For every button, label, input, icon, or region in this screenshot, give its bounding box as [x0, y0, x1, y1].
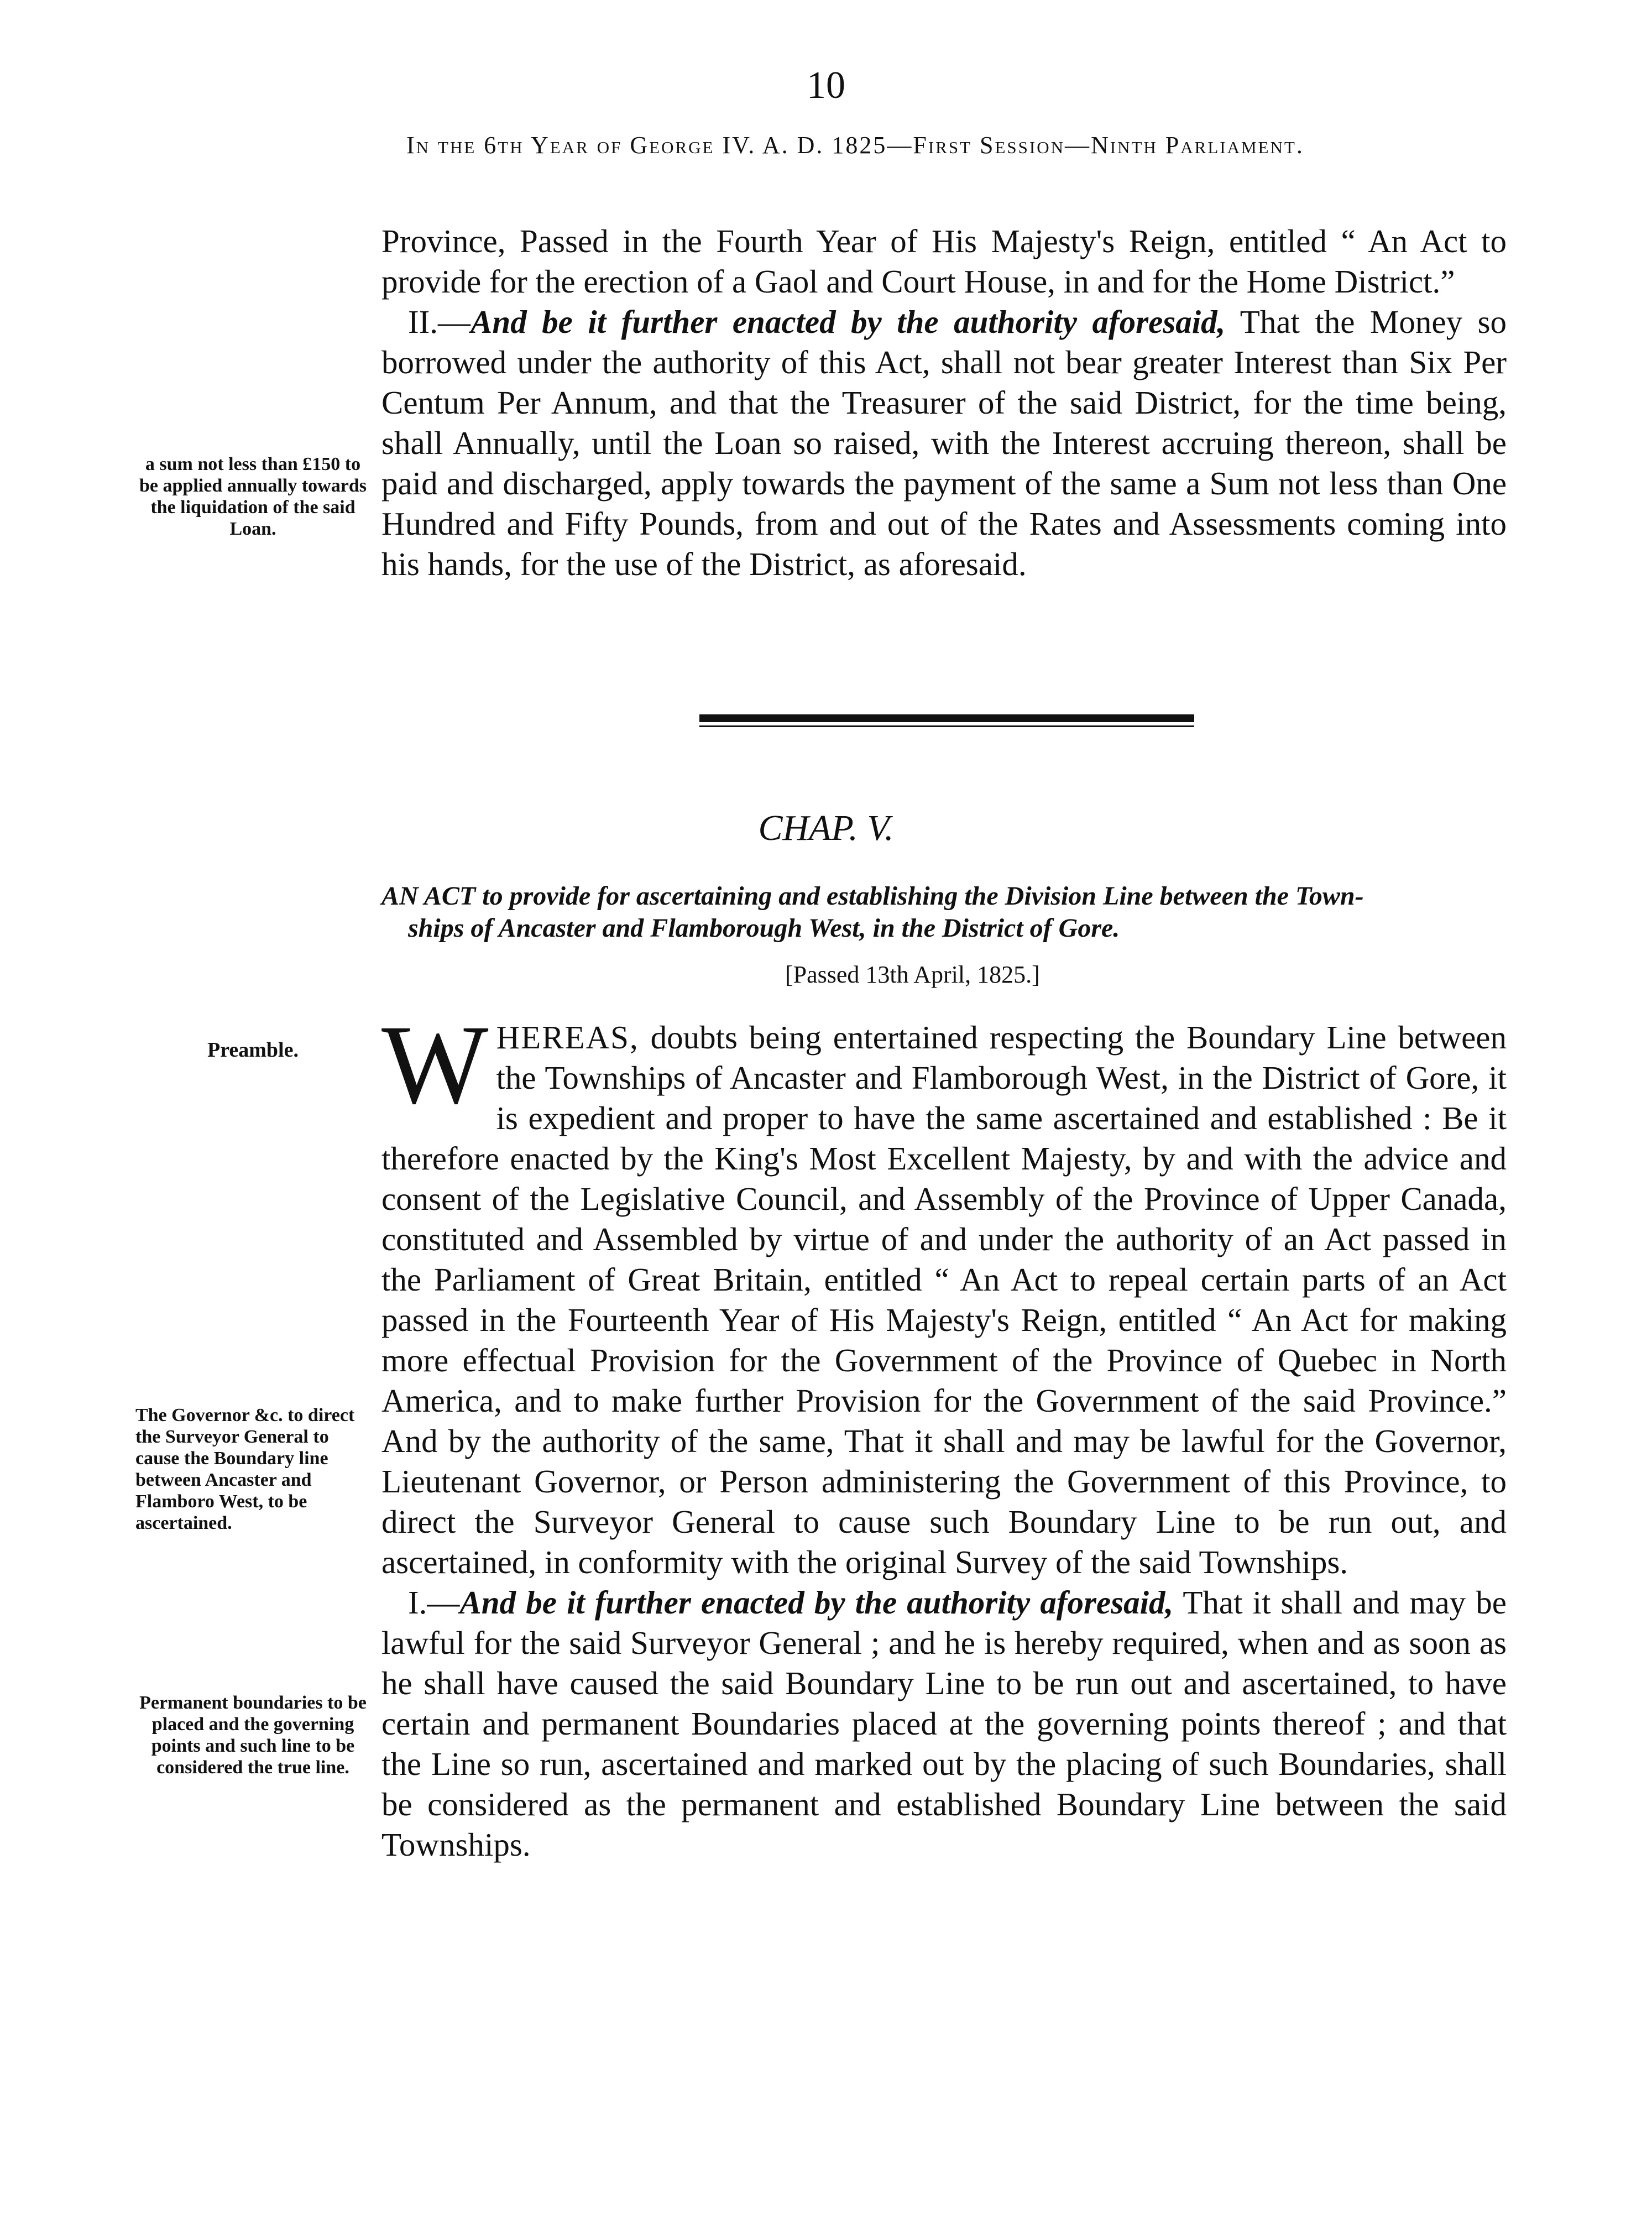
- section-ii-text: That the Money so borrowed under the authority of this Act, shall not bear greater Interest than Six Per Centum Per Annum, and that the Treasurer of the said District, for the time being, shall Annually, until the Loan so raised, with the Interest accruing thereon, shall be paid and discharged, apply towards the payment of the same a Sum not less than One Hundred and Fifty Pounds, from and out of the Rates and Assessments coming into his hands, for the use of the District, as aforesaid.: [381, 304, 1507, 582]
- running-head: In the 6th Year of George IV. A. D. 1825—First Session—Ninth Parliament.: [406, 132, 1304, 159]
- act-title: [381, 880, 1507, 944]
- act-title-line-2: ships of Ancaster and Flamborough West, in the District of Gore.: [408, 913, 1120, 943]
- passed-date: [Passed 13th April, 1825.]: [785, 961, 1040, 988]
- continued-text-block: [381, 221, 1507, 584]
- section-i-paragraph: [381, 1583, 1507, 1865]
- margin-label-preamble: Preamble.: [207, 1038, 299, 1062]
- drop-cap: W: [381, 1002, 489, 1127]
- section-ii-enacting-phrase: And be it further enacted by the authority aforesaid,: [470, 304, 1226, 340]
- preamble-first-word: HEREAS,: [496, 1019, 639, 1056]
- margin-note-loan: a sum not less than £150 to be applied annually towards the liquidation of the said Loan.: [139, 454, 367, 539]
- section-i-enacting-phrase: And be it further enacted by the authority aforesaid,: [459, 1584, 1174, 1621]
- page-number: 10: [807, 64, 845, 107]
- section-divider: [699, 714, 1194, 722]
- section-ii-lead: II.—: [408, 304, 471, 340]
- section-i-text: That it shall and may be lawful for the said Surveyor General ; and he is hereby required, when and as soon as he shall have caused the said Boundary Line to be run out and ascertained, to have certain and permanent Boundaries placed at the governing points thereof ; and that the Line so run, ascertained and marked out by the placing of such Boundaries, shall be considered as the permanent and established Boundary Line between the said Townships.: [381, 1584, 1507, 1863]
- chapter-title: CHAP. V.: [758, 808, 894, 848]
- preamble-paragraph: [381, 1002, 1507, 1583]
- section-divider-rule: [699, 725, 1194, 727]
- section-ii-paragraph: [381, 302, 1507, 584]
- act-title-line-1: AN ACT to provide for ascertaining and establishing the Division Line between the Town-: [381, 881, 1364, 911]
- section-i-lead: I.—: [408, 1584, 460, 1621]
- preamble-text-block: [381, 1002, 1507, 1865]
- margin-note-governor: The Governor &c. to direct the Surveyor General to cause the Boundary line between Ancaster and Flamboro West, to be ascertained.: [135, 1405, 355, 1533]
- continued-paragraph: Province, Passed in the Fourth Year of His Majesty's Reign, entitled “ An Act to provide for the erection of a Gaol and Court House, in and for the Home District.”: [381, 223, 1507, 300]
- margin-note-boundaries: Permanent boundaries to be placed and the governing points and such line to be considered the true line.: [139, 1693, 367, 1778]
- preamble-text: doubts being entertained respecting the Boundary Line between the Townships of Ancaster and Flamborough West, in the District of Gore, it is expedient and proper to have the same ascertained and established : Be it therefore enacted by the King's Most Excellent Majesty, by and with the advice and consent of the Legislative Council, and Assembly of the Province of Upper Canada, constituted and Assembled by virtue of and under the authority of an Act passed in the Parliament of Great Britain, entitled “ An Act to repeal certain parts of an Act passed in the Fourteenth Year of His Majesty's Reign, entitled “ An Act for making more effectual Provision for the Government of the Province of Quebec in North America, and to make further Provision for the Government of the said Province.” And by the authority of the same, That it shall and may be lawful for the Governor, Lieutenant Governor, or Person administering the Government of this Province, to direct the Surveyor General to cause such Boundary Line to be run out, and ascertained, in conformity with the original Survey of the said Townships.: [381, 1019, 1507, 1580]
